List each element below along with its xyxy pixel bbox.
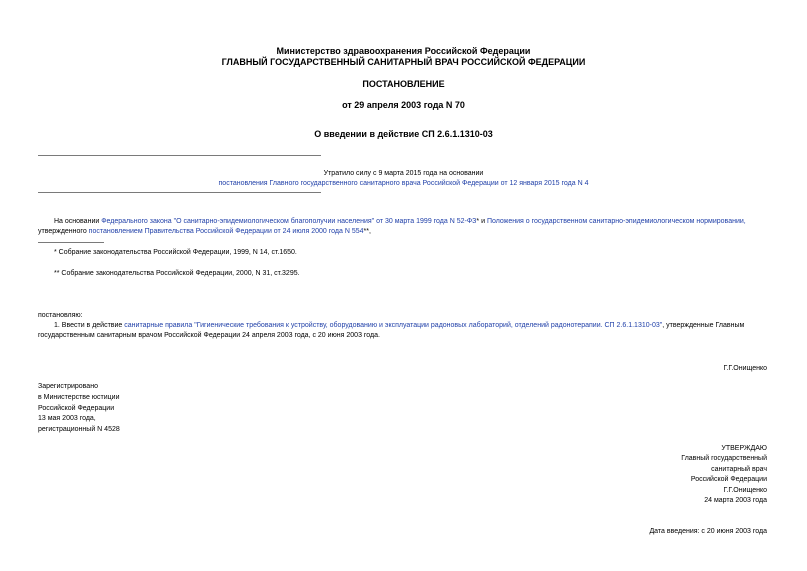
registration-line: 13 мая 2003 года,: [38, 415, 96, 422]
gov-footnote-mark: **,: [363, 228, 371, 235]
basis-intro: На основании: [54, 218, 102, 225]
organization-heading: ГЛАВНЫЙ ГОСУДАРСТВЕННЫЙ САНИТАРНЫЙ ВРАЧ РОССИЙСКОЙ ФЕДЕРАЦИИ: [221, 57, 586, 67]
registration-line: в Министерстве юстиции: [38, 394, 120, 401]
law-footnote-mark: *: [476, 218, 480, 225]
status-link[interactable]: постановления Главного государственного санитарного врача Российской Федерации от 12 января 2015 года N 4: [218, 180, 589, 187]
approval-line: Главный государственный: [681, 455, 767, 462]
approval-line: Г.Г.Онищенко: [723, 487, 767, 494]
sanitary-rules-link[interactable]: санитарные правила "Гигиенические требования к устройству, оборудованию и эксплуатации радоновых лабораторий, отделений радонотерапии. СП 2.6.1.1310-03": [124, 322, 663, 329]
government-resolution-link[interactable]: постановлением Правительства Российской Федерации от 24 июля 2000 года N 554: [88, 228, 364, 235]
approval-line: санитарный врач: [711, 466, 767, 473]
effective-date: Дата введения: с 20 июня 2003 года: [649, 528, 767, 535]
divider-top: [38, 155, 321, 156]
footnote-divider: [38, 242, 104, 243]
resolve-item-1-line-2: государственным санитарным врачом Российской Федерации 24 апреля 2003 года, с 20 июня 2003 года.: [38, 332, 380, 339]
regulation-link[interactable]: Положения о государственном санитарно-эпидемиологическом нормировании,: [486, 218, 746, 225]
approval-line: 24 марта 2003 года: [704, 497, 767, 504]
registration-line: Российской Федерации: [38, 405, 115, 412]
basis-line-1: [54, 217, 746, 226]
basis-and: и: [479, 218, 487, 225]
basis-line2-prefix: утвержденного: [38, 228, 89, 235]
registration-line: Зарегистрировано: [38, 383, 98, 390]
item1-prefix: 1. Ввести в действие: [54, 322, 125, 329]
resolve-item-1: [54, 321, 744, 330]
footnote-2: ** Собрание законодательства Российской Федерации, 2000, N 31, ст.3295.: [54, 270, 300, 277]
document-type: ПОСТАНОВЛЕНИЕ: [362, 79, 445, 89]
divider-bottom: [38, 192, 321, 193]
registration-line: регистрационный N 4528: [38, 426, 120, 433]
document-title: О введении в действие СП 2.6.1.1310-03: [314, 129, 493, 139]
approval-line: Российской Федерации: [690, 476, 767, 483]
status-text: Утратило силу с 9 марта 2015 года на основании: [323, 170, 484, 177]
document-date-number: от 29 апреля 2003 года N 70: [342, 100, 465, 110]
federal-law-link[interactable]: Федерального закона "О санитарно-эпидемиологическом благополучии населения" от 30 марта 1999 года N 52-ФЗ: [101, 218, 477, 225]
ministry-heading: Министерство здравоохранения Российской Федерации: [276, 46, 531, 56]
footnote-1: * Собрание законодательства Российской Федерации, 1999, N 14, ст.1650.: [54, 249, 297, 256]
approval-line: УТВЕРЖДАЮ: [721, 445, 767, 452]
resolve-label: постановляю:: [38, 312, 83, 319]
signature: Г.Г.Онищенко: [723, 365, 767, 372]
basis-line-2: [38, 227, 371, 236]
item1-suffix: , утвержденные Главным: [662, 322, 745, 329]
